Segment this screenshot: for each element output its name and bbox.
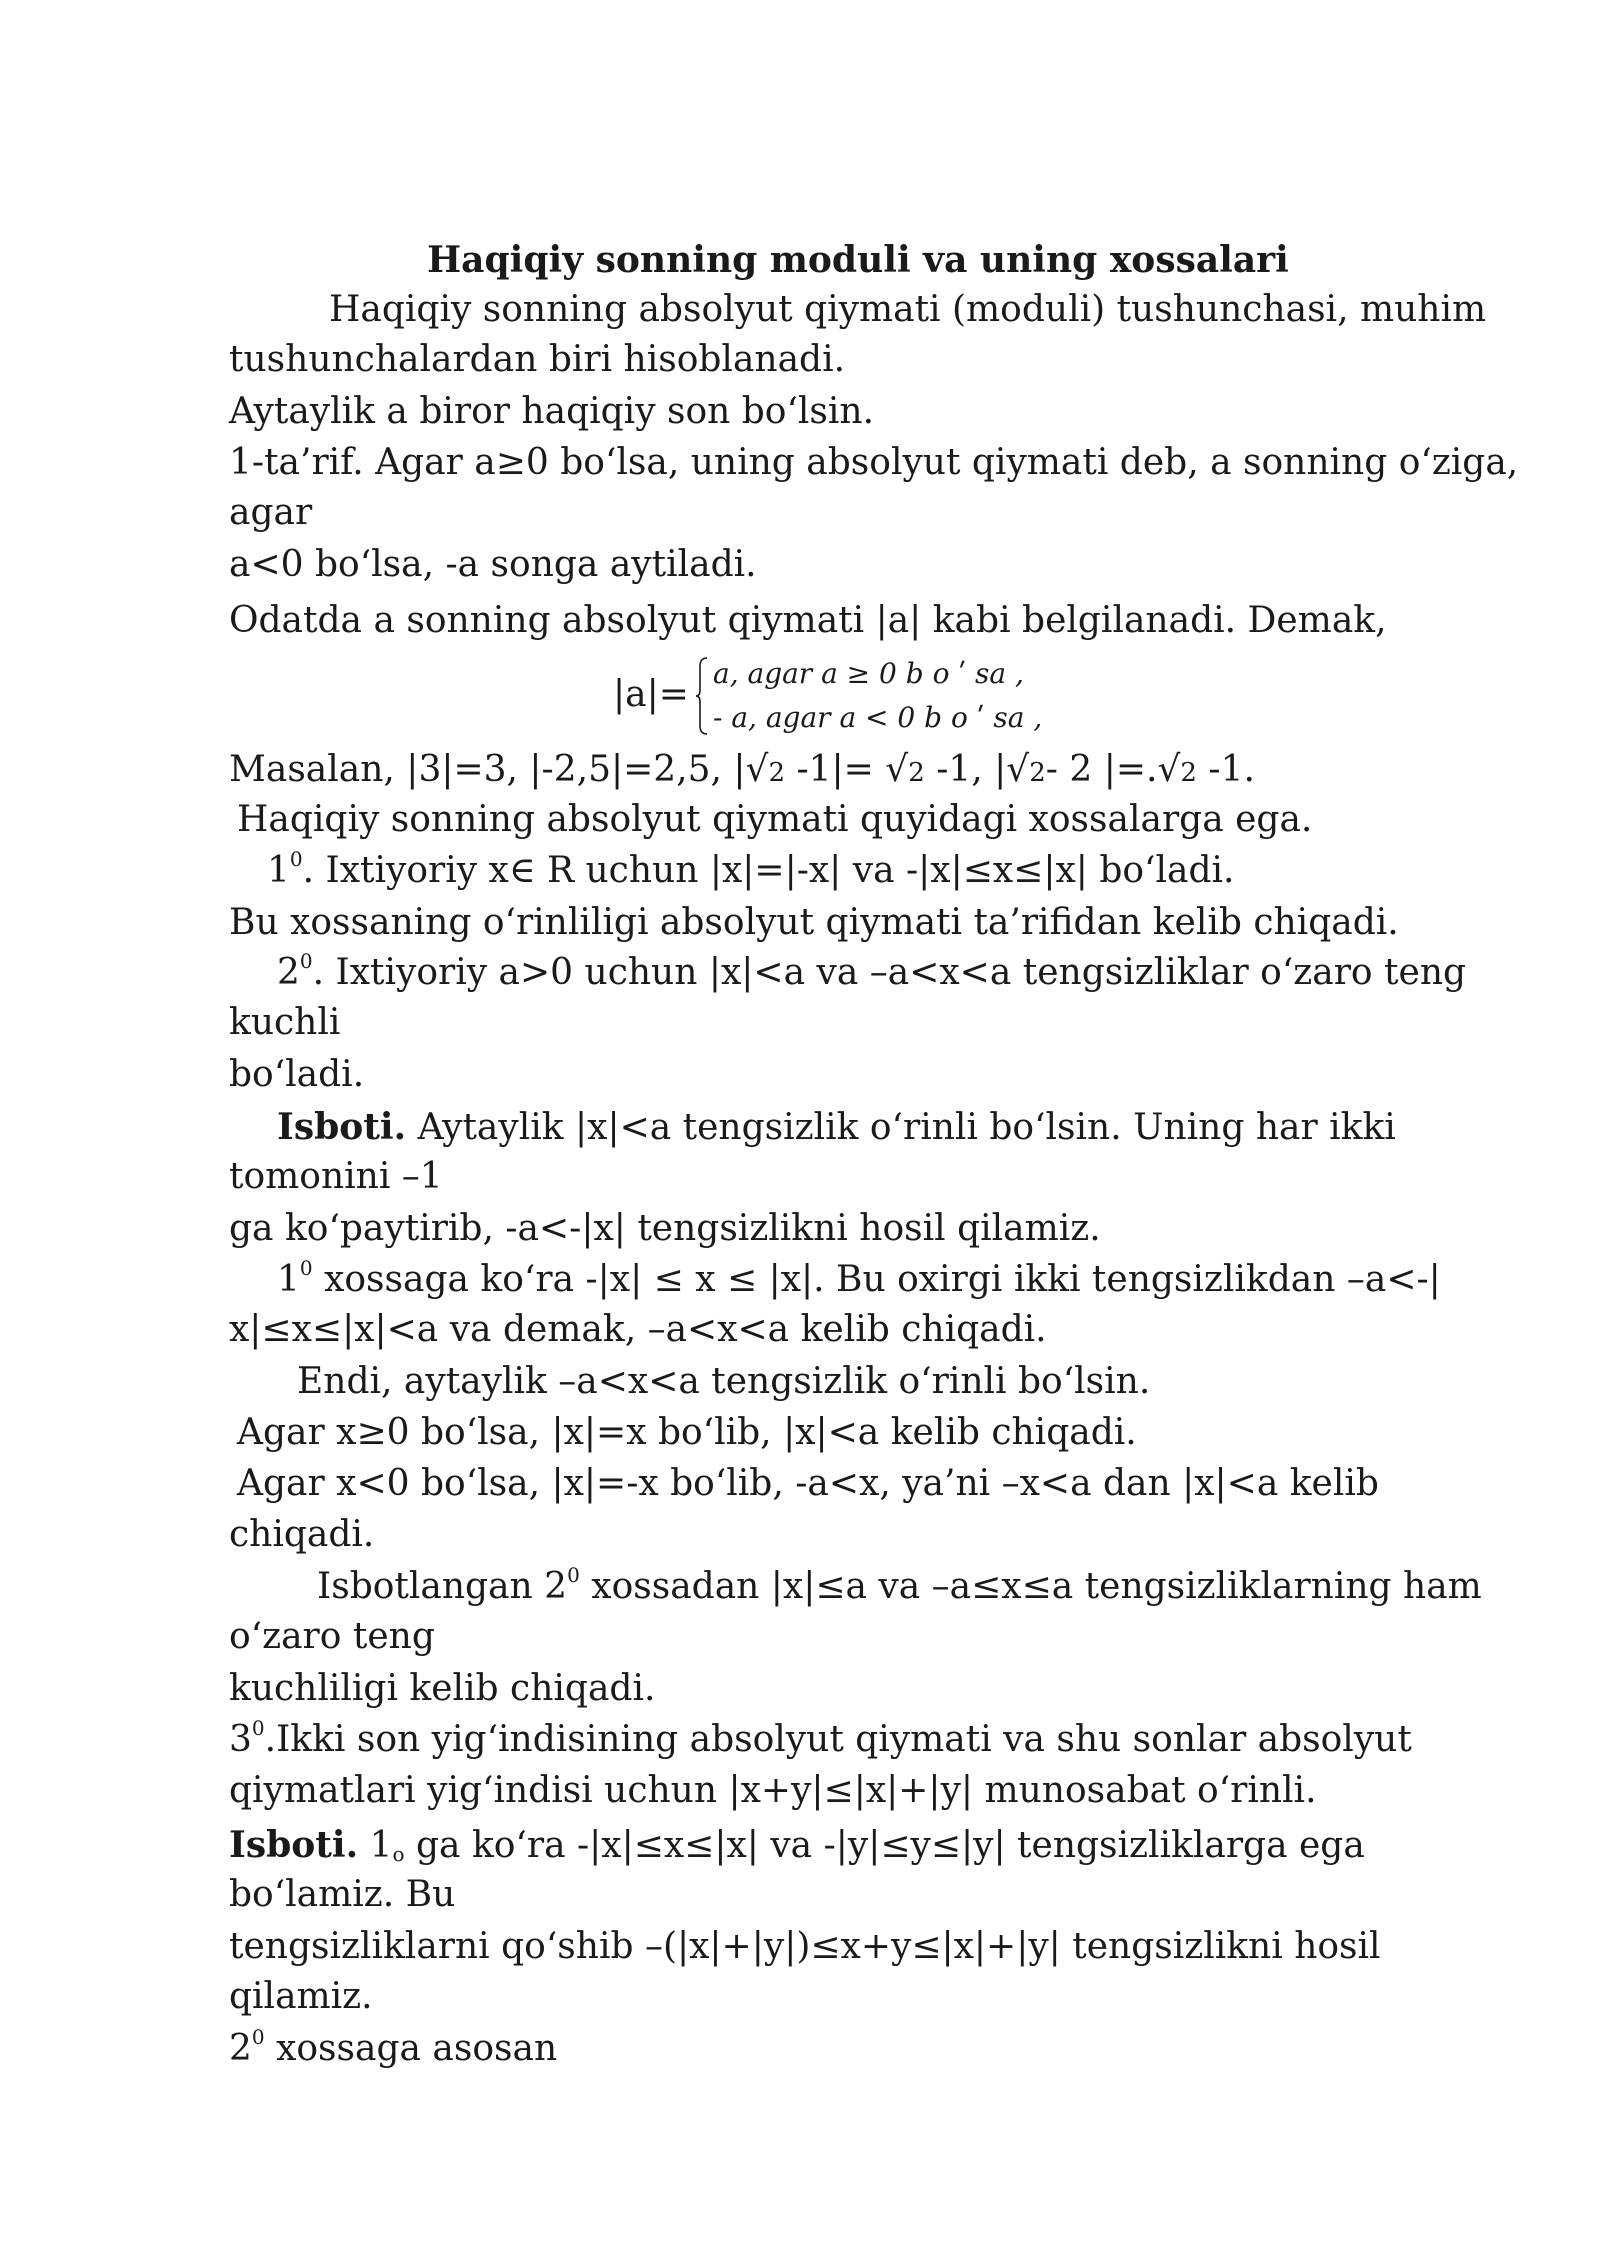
text-line: boʻlamiz. Bu [229, 1874, 456, 1915]
example-line: Masalan, |3|=3, |-2,5|=2,5, |√2 -1|= √2 -1, |√2- 2 |=.√2 -1. [229, 749, 1255, 790]
text-line: tushunchalardan biri hisoblanadi. [229, 339, 846, 380]
property-3: $3^0.Ikki$ son yigʻindisining absolyut qiymati va shu sonlar absolyut [229, 1716, 1412, 1760]
formula-case-1: a, agar a ≥ 0 b o ʹ sa , [713, 657, 1024, 690]
text-line: ga koʻpaytirib, -a<-|x| tengsizlikni hosil qilamiz. [229, 1208, 1101, 1249]
brace-icon [695, 656, 709, 736]
text-line: Agar x<0 boʻlsa, |x|=-x boʻlib, -a<x, ya’ni –x<a dan |x|<a kelib [237, 1463, 1379, 1504]
document-title: Haqiqiy sonning moduli va uning xossalari [427, 239, 1289, 281]
formula-case-2: - a, agar a < 0 b o ʹ sa , [713, 701, 1043, 734]
absolute-value-formula [613, 652, 1053, 742]
property-1: $1^0$. Ixtiyoriy x∈ R uchun |x|=|-x| va -|x|≤x≤|x| boʻladi. [267, 847, 1235, 891]
proof-line: Isboti. Aytaylik |x|<a tengsizlik oʻrinli boʻlsin. Uning har ikki [277, 1106, 1396, 1148]
text-line: boʻladi. [229, 1054, 365, 1095]
text-line: tomonini –1 [229, 1156, 443, 1197]
text-line: Odatda a sonning absolyut qiymati |a| kabi belgilanadi. Demak, [229, 600, 1387, 641]
text-line: agar [229, 492, 313, 533]
text-line: Endi, aytaylik –a<x<a tengsizlik oʻrinli boʻlsin. [297, 1361, 1151, 1402]
text-line: a<0 boʻlsa, -a songa aytiladi. [229, 544, 757, 585]
proof-line: Isboti. $1_o$ ga koʻra -|x|≤x≤|x| va -|y|≤y≤|y| tengsizliklarga ega [229, 1824, 1365, 1866]
text-line: tengsizliklarni qoʻshib –(|x|+|y|)≤x+y≤|x|+|y| tengsizlikni hosil [229, 1926, 1381, 1967]
property-2: $2^0$. Ixtiyoriy a>0 uchun |x|<a va –a<x<a tengsizliklar oʻzaro teng [277, 949, 1467, 993]
text-line: $1^0$ xossaga koʻra -|x| ≤ x ≤ |x|. Bu oxirgi ikki tengsizlikdan –a<-| [277, 1256, 1441, 1300]
text-line: Aytaylik a biror haqiqiy son boʻlsin. [229, 391, 875, 432]
definition-line: 1-ta’rif. Agar a≥0 boʻlsa, uning absolyut qiymati deb, a sonning oʻziga, [229, 442, 1519, 483]
text-line: qilamiz. [229, 1976, 373, 2017]
text-line: qiymatlari yigʻindisi uchun |x+y|≤|x|+|y| munosabat oʻrinli. [229, 1770, 1317, 1811]
text-line: x|≤x≤|x|<a va demak, –a<x<a kelib chiqadi. [229, 1309, 1047, 1350]
text-line: $2^0$ xossaga asosan [229, 2025, 558, 2069]
text-line: oʻzaro teng [229, 1616, 435, 1657]
text-line: Agar x≥0 boʻlsa, |x|=x boʻlib, |x|<a kelib chiqadi. [237, 1412, 1137, 1453]
text-line: Bu xossaning oʻrinliligi absolyut qiymati ta’rifidan kelib chiqadi. [229, 902, 1399, 943]
formula-lhs: |a|= [613, 674, 689, 715]
text-line: Isbotlangan $2^0$ xossadan |x|≤a va –a≤x≤a tengsizliklarning ham [317, 1563, 1482, 1607]
text-line: kuchli [229, 1002, 341, 1043]
text-line: Haqiqiy sonning absolyut qiymati quyidagi xossalarga ega. [237, 799, 1313, 840]
text-line: Haqiqiy sonning absolyut qiymati (moduli) tushunchasi, muhim [329, 289, 1487, 330]
text-line: chiqadi. [229, 1514, 375, 1555]
text-line: kuchliligi kelib chiqadi. [229, 1668, 656, 1709]
